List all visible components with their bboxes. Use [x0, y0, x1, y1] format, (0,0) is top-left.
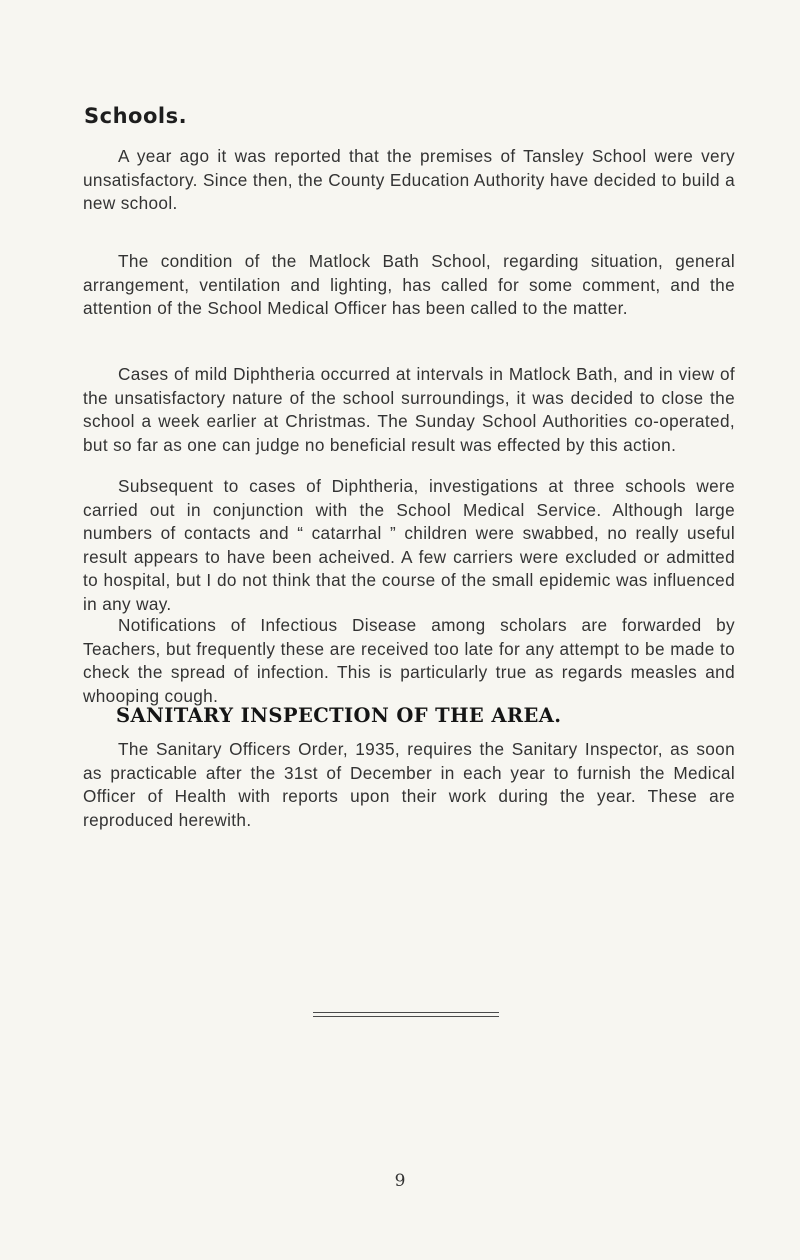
section-heading-sanitary-inspection: SANITARY INSPECTION OF THE AREA.	[116, 704, 562, 727]
page-number: 9	[394, 1171, 406, 1191]
paragraph-investigations: Subsequent to cases of Diphtheria, investigations at three schools were carried out in conjunction with the School Medical Service. Although large numbers of contacts and “ catarrhal ” children were swabbed, no really useful result appears to have been acheived. A few carriers were excluded or admitted to hospital, but I do not think that the course of the small epidemic was influenced in any way.	[83, 476, 735, 614]
section-divider-rule	[313, 1016, 499, 1017]
paragraph-notifications: Notifications of Infectious Disease among scholars are forwarded by Teachers, but frequently these are received too late for any attempt to be made to check the spread of infection. This is particularly true as regards measles and whooping cough.	[83, 615, 735, 706]
paragraph-matlock-bath-school: The condition of the Matlock Bath School, regarding situation, general arrangement, ventilation and lighting, has called for some comment, and the attention of the School Medical Officer has been called to the matter.	[83, 251, 735, 319]
paragraph-diphtheria-cases: Cases of mild Diphtheria occurred at intervals in Matlock Bath, and in view of the unsatisfactory nature of the school surroundings, it was decided to close the school a week earlier at Christmas. The Sunday School Authorities co-operated, but so far as one can judge no beneficial result was effected by this action.	[83, 364, 735, 455]
section-heading-schools: Schools.	[84, 104, 188, 128]
paragraph-sanitary-officers-order: The Sanitary Officers Order, 1935, requires the Sanitary Inspector, as soon as practicable after the 31st of December in each year to furnish the Medical Officer of Health with reports upon their work during the year. These are reproduced herewith.	[83, 739, 735, 830]
section-divider-rule	[313, 1012, 499, 1013]
paragraph-tansley-school: A year ago it was reported that the premises of Tansley School were very unsatisfactory. Since then, the County Education Authority have decided to build a new school.	[83, 146, 735, 214]
